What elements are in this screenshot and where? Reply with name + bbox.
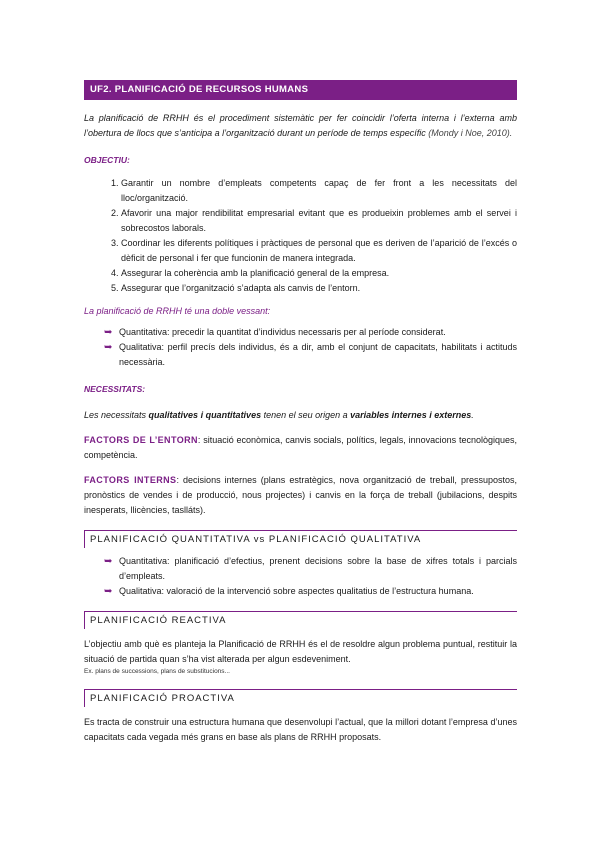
dual-aspect-text: La planificació de RRHH té una doble vessant: xyxy=(84,306,271,316)
arrow-right-icon: ➥ xyxy=(104,342,113,353)
list-item xyxy=(104,554,517,584)
factor-label: FACTORS DE L’ENTORN xyxy=(84,435,198,445)
reactive-text: L’objectiu amb què es planteja la Planificació de RRHH és el de resoldre algun problema puntual, restituir la situació de partida quan s’ha vist alterada per algun esdeveniment. xyxy=(84,639,517,664)
needs-post: . xyxy=(471,410,474,420)
arrow-right-icon: ➥ xyxy=(104,586,113,597)
intro-text: La planificació de RRHH és el procediment sistemàtic per fer coincidir l’oferta interna i l’externa amb l’obertura de llocs que s’anticipa a l’organització durant un període de temps específic xyxy=(84,113,517,138)
item-term: Qualitativa xyxy=(119,342,162,352)
factor-text: : situació econòmica, canvis socials, polítics, legals, innovacions tecnològiques, competència. xyxy=(84,435,517,460)
proactive-text: Es tracta de construir una estructura humana que desenvolupi l’actual, que la millori dotant l’empresa d’unes capacitats cada vegada més grans en base als plans de RRHH proposats. xyxy=(84,717,517,742)
item-desc: : valoració de la intervenció sobre aspectes qualitatius de l’estructura humana. xyxy=(161,586,474,596)
objective-label: OBJECTIU: xyxy=(84,155,130,165)
objective-list xyxy=(84,176,517,296)
item-desc: : perfil precís dels individus, és a dir, amb el conjunt de capacitats, habilitats i actituds necessària. xyxy=(119,342,517,367)
needs-emphasis-1: qualitatives i quantitatives xyxy=(148,410,262,420)
dual-aspect-list xyxy=(84,325,517,370)
factor-label: FACTORS INTERNS xyxy=(84,475,177,485)
needs-paragraph xyxy=(84,408,517,423)
list-item: 2. Afavorir una major rendibilitat empresarial evitant que es produeixin problemes amb el servei i sobrecostos laborals. xyxy=(121,206,517,236)
intro-paragraph xyxy=(84,111,517,141)
section-heading-proactive: PLANIFICACIÓ PROACTIVA xyxy=(84,689,517,707)
list-item xyxy=(104,325,517,340)
list-item xyxy=(104,340,517,370)
item-term: Quantitativa xyxy=(119,556,168,566)
quant-qual-list xyxy=(84,554,517,599)
document-page xyxy=(84,80,517,745)
intro-citation: (Mondy i Noe, 2010). xyxy=(428,128,513,138)
needs-pre: Les necessitats xyxy=(84,410,149,420)
needs-mid: tenen el seu origen a xyxy=(261,410,351,420)
factor-text: : decisions internes (plans estratègics, nova organització de treball, pressupostos, pronòstics de vendes i de producció, nous projectes) i canvis en la força de treball (jubilacions, despits inesperats, llicències, taslláts). xyxy=(84,475,518,515)
item-term: Qualitativa xyxy=(119,586,162,596)
section-heading-reactive: PLANIFICACIÓ REACTIVA xyxy=(84,611,517,629)
arrow-right-icon: ➥ xyxy=(104,327,113,338)
needs-label: NECESSITATS: xyxy=(84,384,146,394)
needs-emphasis-2: variables internes i externes xyxy=(350,410,472,420)
item-desc: : precedir la quantitat d’individus necessaris per al període considerat. xyxy=(167,327,446,337)
item-desc: : planificació d’efectius, prenent decisions sobre la base de xifres totals i parcials d’empleats. xyxy=(119,556,517,581)
item-term: Quantitativa xyxy=(119,327,168,337)
arrow-right-icon: ➥ xyxy=(104,556,113,567)
list-item: 5. Assegurar que l’organització s’adapta als canvis de l’entorn. xyxy=(121,281,517,296)
list-item: 3. Coordinar les diferents polítiques i pràctiques de personal que es deriven de l’aparició de l’excés o dèficit de personal i fer que funcionin de manera integrada. xyxy=(121,236,517,266)
factor-interns xyxy=(84,473,517,518)
list-item: 1. Garantir un nombre d’empleats competents capaç de fer front a les necessitats del lloc/organització. xyxy=(121,176,517,206)
section-title: UF2. PLANIFICACIÓ DE RECURSOS HUMANS xyxy=(84,80,517,100)
reactive-example: Ex. plans de successions, plans de substitucions... xyxy=(84,668,230,675)
factor-entorn xyxy=(84,433,517,463)
list-item xyxy=(104,584,517,599)
list-item: 4. Assegurar la coherència amb la planificació general de la empresa. xyxy=(121,266,517,281)
section-heading-quant-vs-qual: PLANIFICACIÓ QUANTITATIVA vs PLANIFICACIÓ QUALITATIVA xyxy=(84,530,517,548)
